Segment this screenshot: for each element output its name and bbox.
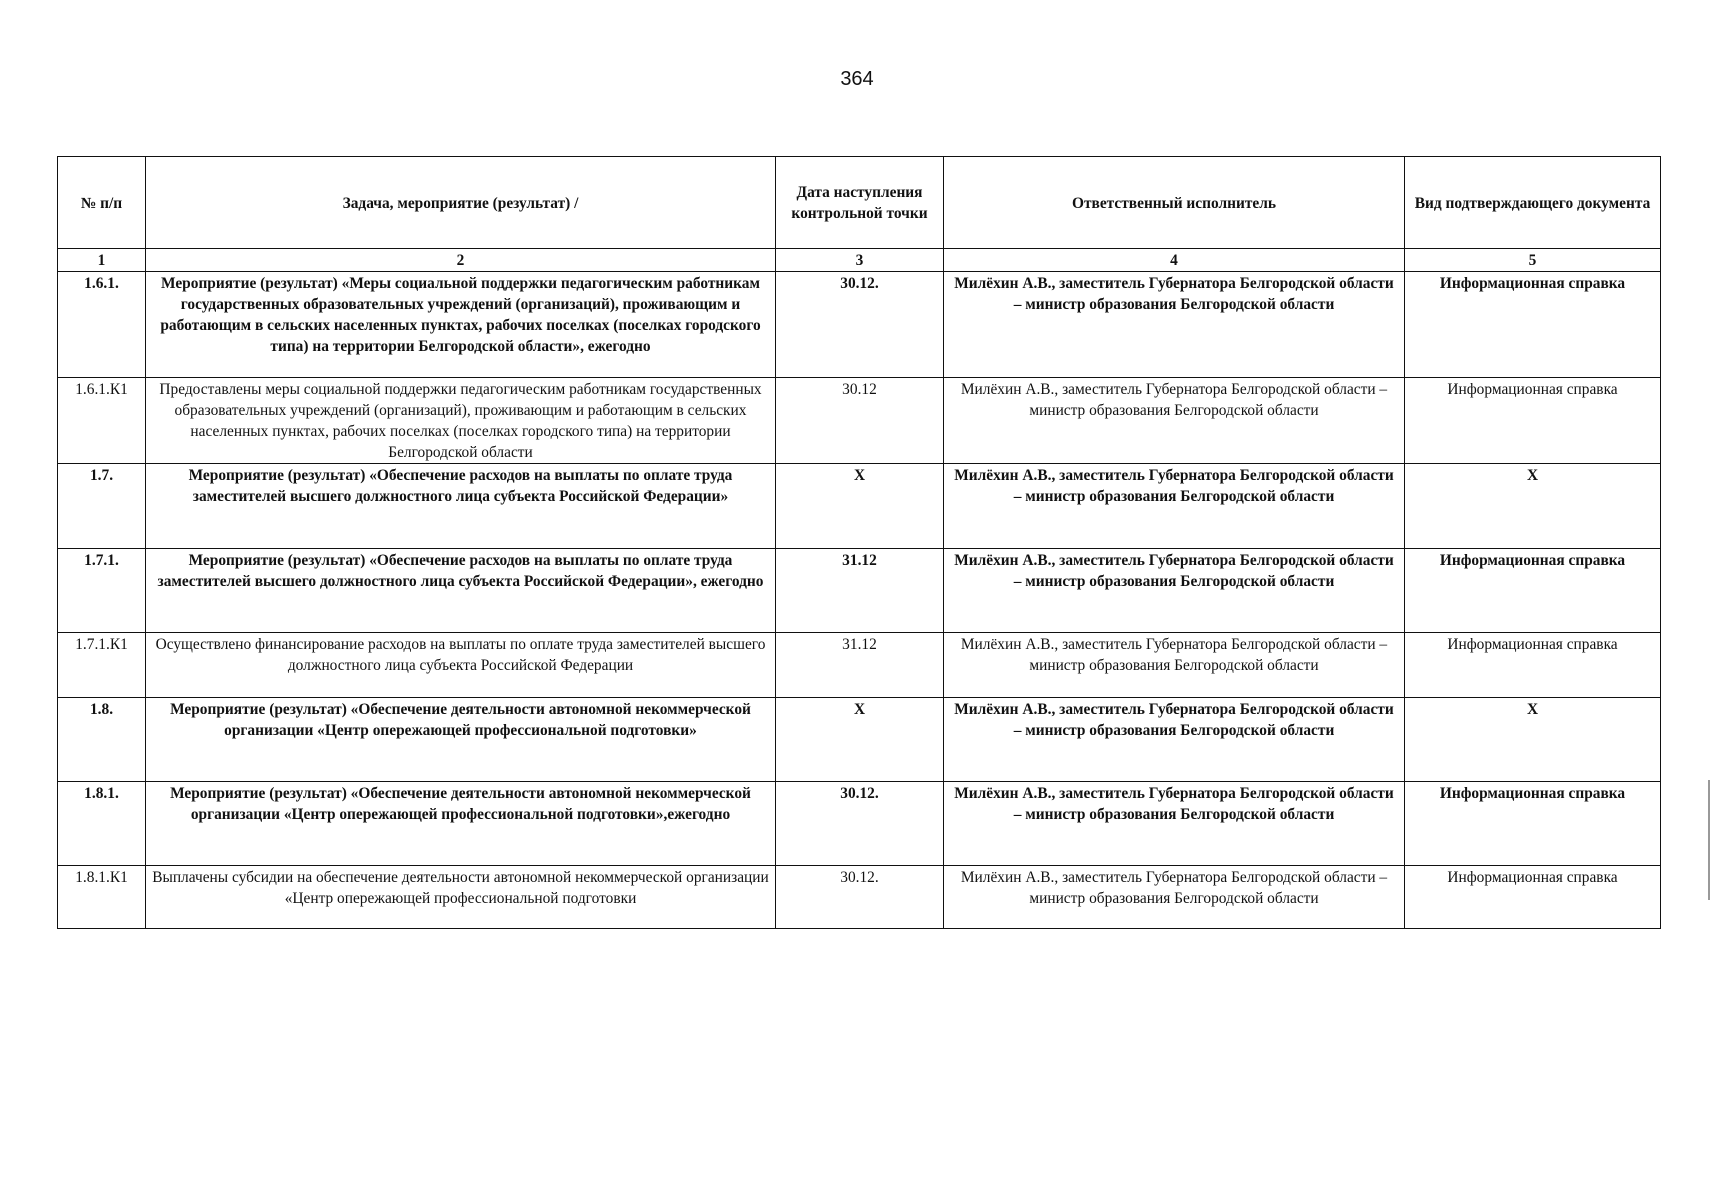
row-document: Информационная справка bbox=[1405, 272, 1661, 378]
row-number: 1.6.1. bbox=[58, 272, 146, 378]
row-date: 30.12. bbox=[776, 272, 944, 378]
row-number: 1.8.1.К1 bbox=[58, 866, 146, 929]
row-date: 30.12 bbox=[776, 378, 944, 464]
scan-edge-mark bbox=[1708, 780, 1710, 900]
row-date: 31.12 bbox=[776, 549, 944, 633]
row-number: 1.7. bbox=[58, 464, 146, 549]
header-date: Дата наступления контрольной точки bbox=[776, 157, 944, 249]
row-date: 31.12 bbox=[776, 633, 944, 698]
header-responsible: Ответственный исполнитель bbox=[944, 157, 1405, 249]
row-number: 1.7.1. bbox=[58, 549, 146, 633]
row-document: X bbox=[1405, 464, 1661, 549]
header-row bbox=[58, 157, 1661, 249]
row-date: X bbox=[776, 464, 944, 549]
column-number: 5 bbox=[1405, 249, 1661, 272]
row-responsible: Милёхин А.В., заместитель Губернатора Белгородской области – министр образования Белгородской области bbox=[944, 272, 1405, 378]
table-row bbox=[58, 272, 1661, 378]
row-responsible: Милёхин А.В., заместитель Губернатора Белгородской области – министр образования Белгородской области bbox=[944, 464, 1405, 549]
header-number: № п/п bbox=[58, 157, 146, 249]
row-document: Информационная справка bbox=[1405, 378, 1661, 464]
row-number: 1.8. bbox=[58, 698, 146, 782]
column-number: 2 bbox=[146, 249, 776, 272]
row-task: Мероприятие (результат) «Меры социальной поддержки педагогическим работникам государственных образовательных учреждений (организаций), проживающим и работающим в сельских населенных пунктах, рабочих поселках (поселках городского типа) на территории Белгородской области», ежегодно bbox=[146, 272, 776, 378]
table-row bbox=[58, 782, 1661, 866]
row-document: X bbox=[1405, 698, 1661, 782]
row-date: 30.12. bbox=[776, 866, 944, 929]
row-task: Предоставлены меры социальной поддержки педагогическим работникам государственных образовательных учреждений (организаций), проживающим и работающим в сельских населенных пунктах, рабочих поселках (поселках городского типа) на территории Белгородской области bbox=[146, 378, 776, 464]
row-date: 30.12. bbox=[776, 782, 944, 866]
row-number: 1.7.1.К1 bbox=[58, 633, 146, 698]
table-row bbox=[58, 633, 1661, 698]
table-row bbox=[58, 866, 1661, 929]
table-row bbox=[58, 464, 1661, 549]
control-points-table bbox=[57, 156, 1661, 929]
page-number: 364 bbox=[840, 68, 874, 90]
row-document: Информационная справка bbox=[1405, 633, 1661, 698]
row-task: Осуществлено финансирование расходов на выплаты по оплате труда заместителей высшего должностного лица субъекта Российской Федерации bbox=[146, 633, 776, 698]
header-task: Задача, мероприятие (результат) / bbox=[146, 157, 776, 249]
header-document: Вид подтверждающего документа bbox=[1405, 157, 1661, 249]
row-responsible: Милёхин А.В., заместитель Губернатора Белгородской области – министр образования Белгородской области bbox=[944, 378, 1405, 464]
row-task: Мероприятие (результат) «Обеспечение деятельности автономной некоммерческой организации «Центр опережающей профессиональной подготовки»,ежегодно bbox=[146, 782, 776, 866]
table-row bbox=[58, 698, 1661, 782]
row-document: Информационная справка bbox=[1405, 866, 1661, 929]
row-task: Мероприятие (результат) «Обеспечение расходов на выплаты по оплате труда заместителей высшего должностного лица субъекта Российской Федерации» bbox=[146, 464, 776, 549]
table-row bbox=[58, 549, 1661, 633]
row-responsible: Милёхин А.В., заместитель Губернатора Белгородской области – министр образования Белгородской области bbox=[944, 549, 1405, 633]
row-task: Мероприятие (результат) «Обеспечение деятельности автономной некоммерческой организации «Центр опережающей профессиональной подготовки» bbox=[146, 698, 776, 782]
row-number: 1.8.1. bbox=[58, 782, 146, 866]
row-document: Информационная справка bbox=[1405, 782, 1661, 866]
row-responsible: Милёхин А.В., заместитель Губернатора Белгородской области – министр образования Белгородской области bbox=[944, 633, 1405, 698]
row-number: 1.6.1.К1 bbox=[58, 378, 146, 464]
row-responsible: Милёхин А.В., заместитель Губернатора Белгородской области – министр образования Белгородской области bbox=[944, 698, 1405, 782]
table-row bbox=[58, 378, 1661, 464]
column-number: 4 bbox=[944, 249, 1405, 272]
column-number: 1 bbox=[58, 249, 146, 272]
row-task: Мероприятие (результат) «Обеспечение расходов на выплаты по оплате труда заместителей высшего должностного лица субъекта Российской Федерации», ежегодно bbox=[146, 549, 776, 633]
row-task: Выплачены субсидии на обеспечение деятельности автономной некоммерческой организации «Центр опережающей профессиональной подготовки bbox=[146, 866, 776, 929]
column-number-row bbox=[58, 249, 1661, 272]
row-date: X bbox=[776, 698, 944, 782]
column-number: 3 bbox=[776, 249, 944, 272]
row-responsible: Милёхин А.В., заместитель Губернатора Белгородской области – министр образования Белгородской области bbox=[944, 782, 1405, 866]
row-responsible: Милёхин А.В., заместитель Губернатора Белгородской области – министр образования Белгородской области bbox=[944, 866, 1405, 929]
row-document: Информационная справка bbox=[1405, 549, 1661, 633]
